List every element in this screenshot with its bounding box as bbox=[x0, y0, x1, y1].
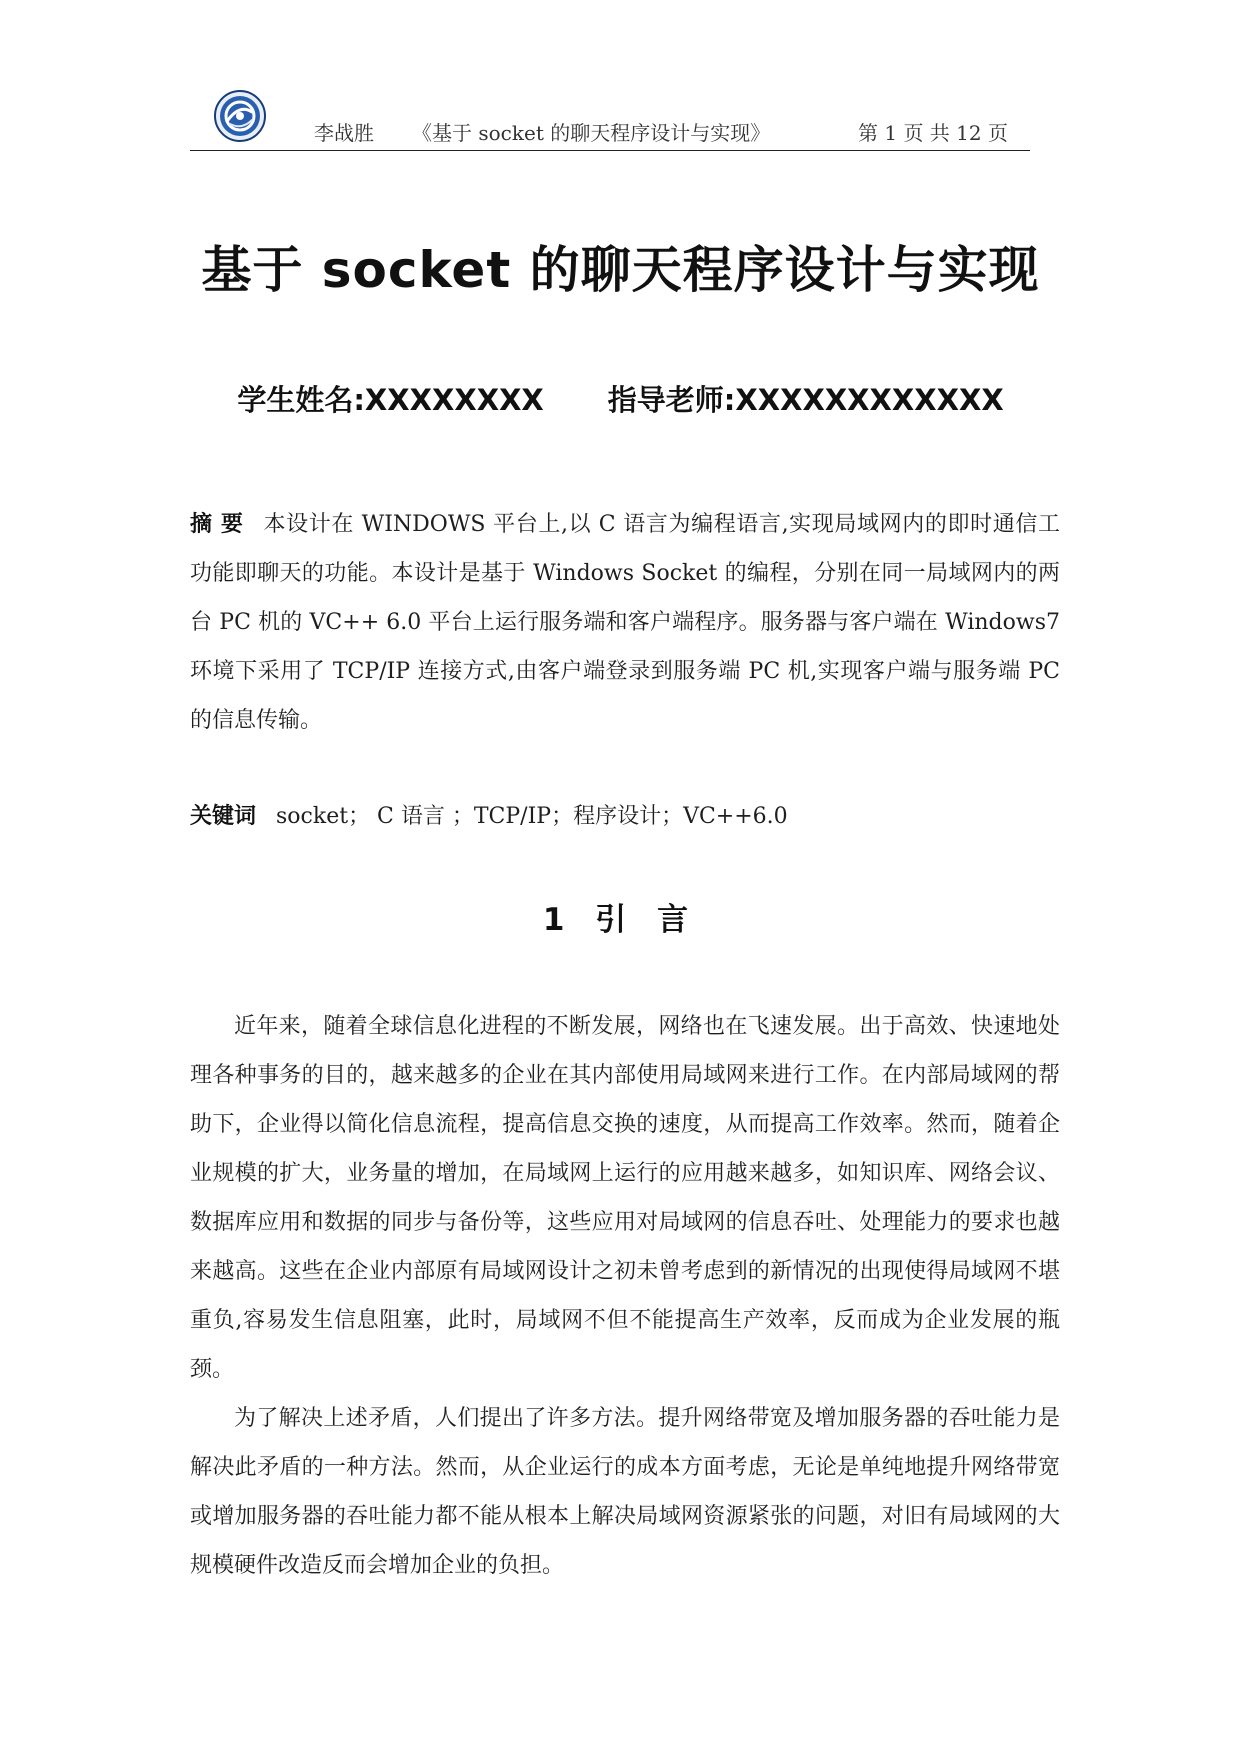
header-page-info: 第 1 页 共 12 页 bbox=[858, 121, 1008, 145]
abstract-label: 摘 要 bbox=[190, 512, 244, 537]
paragraph: 为了解决上述矛盾，人们提出了许多方法。提升网络带宽及增加服务器的吞吐能力是解决此矛盾的一种方法。然而，从企业运行的成本方面考虑，无论是单纯地提升网络带宽或增加服务器的吞吐能力都不能从根本上解决局域网资源紧张的问题，对旧有局域网的大规模硬件改造反而会增加企业的负担。 bbox=[190, 1406, 1060, 1578]
paragraph: 近年来，随着全球信息化进程的不断发展，网络也在飞速发展。出于高效、快速地处理各种事务的目的，越来越多的企业在其内部使用局域网来进行工作。在内部局域网的帮助下，企业得以简化信息流程，提高信息交换的速度，从而提高工作效率。然而，随着企业规模的扩大，业务量的增加，在局域网上运行的应用越来越多，如知识库、网络会议、数据库应用和数据的同步与备份等，这些应用对局域网的信息吞吐、处理能力的要求也越来越高。这些在企业内部原有局域网设计之初未曾考虑到的新情况的出现使得局域网不堪重负,容易发生信息阻塞，此时，局域网不但不能提高生产效率，反而成为企业发展的瓶颈。 bbox=[190, 1014, 1060, 1382]
advisor-name: 指导老师:XXXXXXXXXXXX bbox=[607, 383, 1004, 417]
keywords bbox=[190, 792, 1060, 841]
section-body bbox=[190, 1002, 1060, 1590]
student-name: 学生姓名:XXXXXXXX bbox=[237, 383, 544, 417]
abstract-text: 本设计在 WINDOWS 平台上,以 C 语言为编程语言,实现局域网内的即时通信工功能即聊天的功能。本设计是基于 Windows Socket 的编程，分别在同一局域网内的两台 PC 机的 VC++ 6.0 平台上运行服务端和客户端程序。服务器与客户端在 Windows7 环境下采用了 TCP/IP 连接方式,由客户端登录到服务端 PC 机,实现客户端与服务端 PC 的信息传输。 bbox=[190, 512, 1060, 733]
paper-title: 基于 socket 的聊天程序设计与实现 bbox=[201, 241, 1040, 299]
header-document-title: 《基于 socket 的聊天程序设计与实现》 bbox=[412, 121, 771, 145]
running-header bbox=[190, 121, 1030, 151]
header-author: 李战胜 bbox=[314, 121, 374, 145]
keywords-text: socket； C 语言 ；TCP/IP；程序设计；VC++6.0 bbox=[276, 804, 788, 829]
keywords-label: 关键词 bbox=[190, 804, 257, 829]
abstract bbox=[190, 500, 1060, 745]
section-heading: 1 引 言 bbox=[542, 902, 699, 938]
byline bbox=[0, 380, 1241, 420]
